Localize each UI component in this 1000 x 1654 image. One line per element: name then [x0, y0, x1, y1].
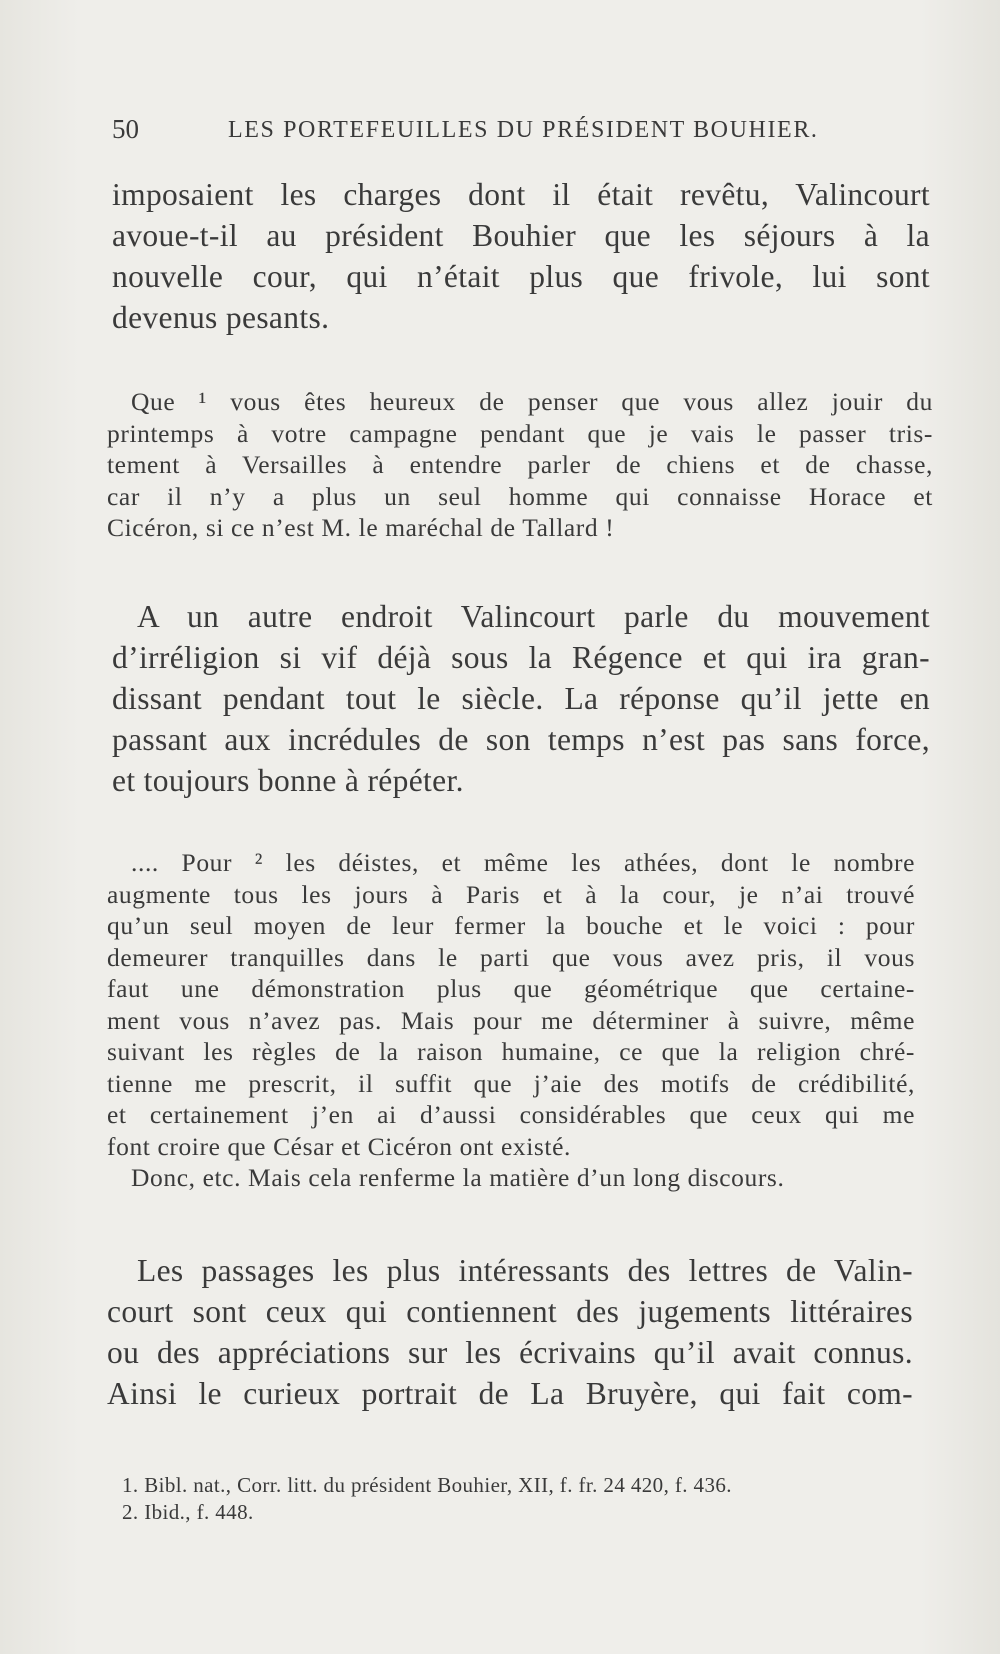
quote-line: et certainement j’en ai d’aussi considérables que ceux qui me [107, 1100, 915, 1129]
quote-line: faut une démonstration plus que géométrique que certaine- [107, 974, 915, 1003]
text-line: Les passages les plus intéressants des lettres de Valin- [137, 1253, 913, 1288]
quote-line: Que ¹ vous êtes heureux de penser que vous allez jouir du [131, 387, 933, 416]
quote-line: augmente tous les jours à Paris et à la cour, je n’ai trouvé [107, 879, 915, 909]
quote-line: Cicéron, si ce n’est M. le maréchal de Tallard ! [107, 513, 615, 542]
quote-line: .... Pour ² les déistes, et même les athées, dont le nombre [131, 848, 915, 877]
text-line: court sont ceux qui contiennent des jugements littéraires [107, 1294, 913, 1329]
text-line: A un autre endroit Valincourt parle du mouvement [137, 599, 930, 634]
quote-line: font croire que César et Cicéron ont existé. [107, 1131, 571, 1161]
quote-line: qu’un seul moyen de leur fermer la bouche et le voici : pour [107, 911, 915, 940]
quote-line: ment vous n’avez pas. Mais pour me déterminer à suivre, même [107, 1005, 915, 1035]
quotation-2 [107, 847, 915, 1194]
text-line: nouvelle cour, qui n’était plus que frivole, lui sont [112, 259, 930, 294]
text-line: avoue-t-il au président Bouhier que les séjours à la [112, 218, 930, 253]
quote-line: Donc, etc. Mais cela renferme la matière d’un long discours. [131, 1163, 785, 1192]
footnote-2: 2. Ibid., f. 448. [122, 1500, 254, 1524]
quote-line: car il n’y a plus un seul homme qui connaisse Horace et [107, 481, 933, 511]
body-paragraph-2 [112, 596, 930, 801]
text-line: d’irréligion si vif déjà sous la Régence et qui ira gran- [112, 640, 930, 675]
footnote-1: 1. Bibl. nat., Corr. litt. du président Bouhier, XII, f. fr. 24 420, f. 436. [122, 1473, 732, 1497]
text-line: et toujours bonne à répéter. [112, 763, 464, 798]
text-line: passant aux incrédules de son temps n’est pas sans force, [112, 722, 930, 757]
text-line: dissant pendant tout le siècle. La réponse qu’il jette en [112, 681, 930, 716]
running-head: LES PORTEFEUILLES DU PRÉSIDENT BOUHIER. [228, 117, 819, 143]
footnotes [122, 1472, 912, 1526]
body-paragraph-1 [112, 174, 930, 338]
body-paragraph-3 [107, 1250, 913, 1414]
quote-line: tement à Versailles à entendre parler de chiens et de chasse, [107, 450, 933, 479]
text-line: Ainsi le curieux portrait de La Bruyère, qui fait com- [107, 1376, 913, 1411]
quote-line: printemps à votre campagne pendant que je vais le passer tris- [107, 418, 933, 448]
text-line: ou des appréciations sur les écrivains qu’il avait connus. [107, 1335, 913, 1370]
quotation-1 [107, 386, 933, 544]
text-line: devenus pesants. [112, 300, 330, 335]
text-line: imposaient les charges dont il était revêtu, Valincourt [112, 177, 930, 212]
quote-line: demeurer tranquilles dans le parti que vous avez pris, il vous [107, 942, 915, 972]
page-number: 50 [112, 114, 139, 144]
quote-line: suivant les règles de la raison humaine, ce que la religion chré- [107, 1037, 915, 1066]
quote-line: tienne me prescrit, il suffit que j’aie des motifs de crédibilité, [107, 1068, 915, 1098]
